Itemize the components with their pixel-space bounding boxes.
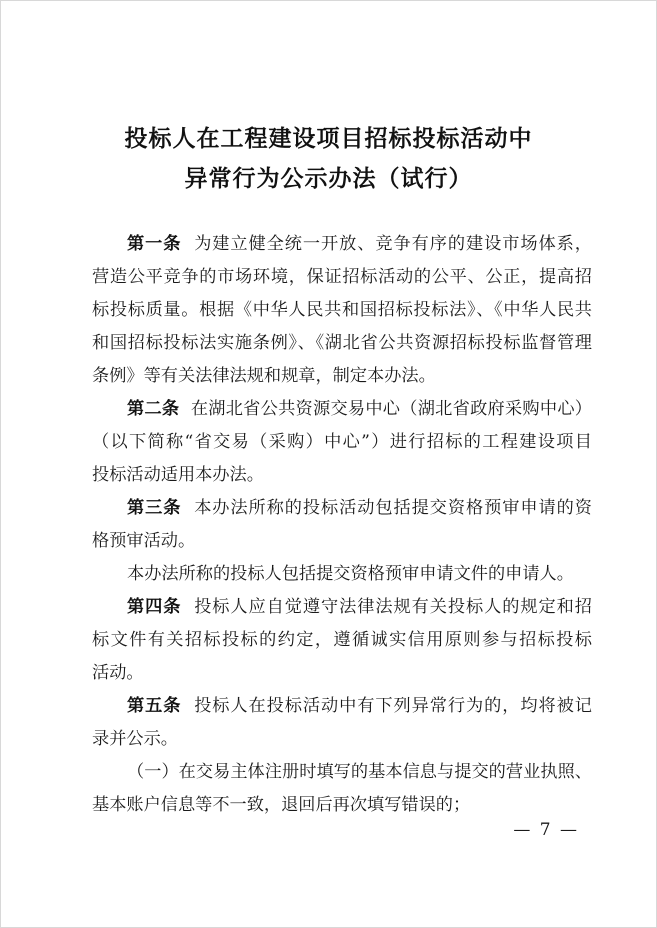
article-2-line: （以下简称“省交易（采购）中心”）进行招标的工程建设项目 bbox=[92, 432, 592, 452]
article-4-line: 标文件有关招标投标的约定，遵循诚实信用原则参与招标投标 bbox=[92, 630, 592, 650]
article-5-first-line bbox=[127, 695, 592, 717]
article-4-label: 第四条 bbox=[127, 597, 182, 617]
article-1-line: 标投标质量。根据《中华人民共和国招标投标法》、《中华人民共 bbox=[92, 300, 592, 320]
article-2-text: 在湖北省公共资源交易中心（湖北省政府采购中心） bbox=[190, 399, 592, 419]
article-4-first-line bbox=[127, 596, 592, 618]
article-1-line: 条例》等有关法律法规和规章，制定本办法。 bbox=[92, 366, 436, 386]
article-3-label: 第三条 bbox=[127, 498, 182, 518]
page-number: — 7 — bbox=[513, 820, 579, 840]
article-4-text: 投标人应自觉遵守法律法规有关投标人的规定和招 bbox=[194, 597, 592, 617]
article-1-first-line bbox=[127, 233, 592, 255]
article-1-text: 为建立健全统一开放、竞争有序的建设市场体系， bbox=[194, 234, 592, 254]
article-3-paragraph-2: 本办法所称的投标人包括提交资格预审申请文件的申请人。 bbox=[127, 564, 574, 584]
article-1-line: 营造公平竞争的市场环境，保证招标活动的公平、公正，提高招 bbox=[92, 267, 592, 287]
article-3-first-line bbox=[127, 497, 592, 519]
article-4-line: 活动。 bbox=[92, 663, 144, 683]
article-3-text: 本办法所称的投标活动包括提交资格预审申请的资 bbox=[194, 498, 592, 518]
document-title-line-2: 异常行为公示办法（试行） bbox=[184, 166, 473, 192]
article-1-line: 和国招标投标法实施条例》、《湖北省公共资源招标投标监督管理 bbox=[92, 333, 592, 353]
article-2-label: 第二条 bbox=[127, 399, 180, 419]
article-5-label: 第五条 bbox=[127, 696, 182, 716]
article-5-item-1-line: （一）在交易主体注册时填写的基本信息与提交的营业执照、 bbox=[127, 762, 592, 782]
article-5-item-1-line: 基本账户信息等不一致，退回后再次填写错误的； bbox=[92, 795, 471, 815]
article-1-label: 第一条 bbox=[127, 234, 182, 254]
article-5-line: 录并公示。 bbox=[92, 729, 178, 749]
document-title-line-1: 投标人在工程建设项目招标投标活动中 bbox=[124, 126, 533, 152]
article-5-text: 投标人在投标活动中有下列异常行为的，均将被记 bbox=[194, 696, 592, 716]
article-3-line: 格预审活动。 bbox=[92, 531, 196, 551]
article-2-first-line bbox=[127, 398, 592, 420]
article-2-line: 投标活动适用本办法。 bbox=[92, 465, 264, 485]
